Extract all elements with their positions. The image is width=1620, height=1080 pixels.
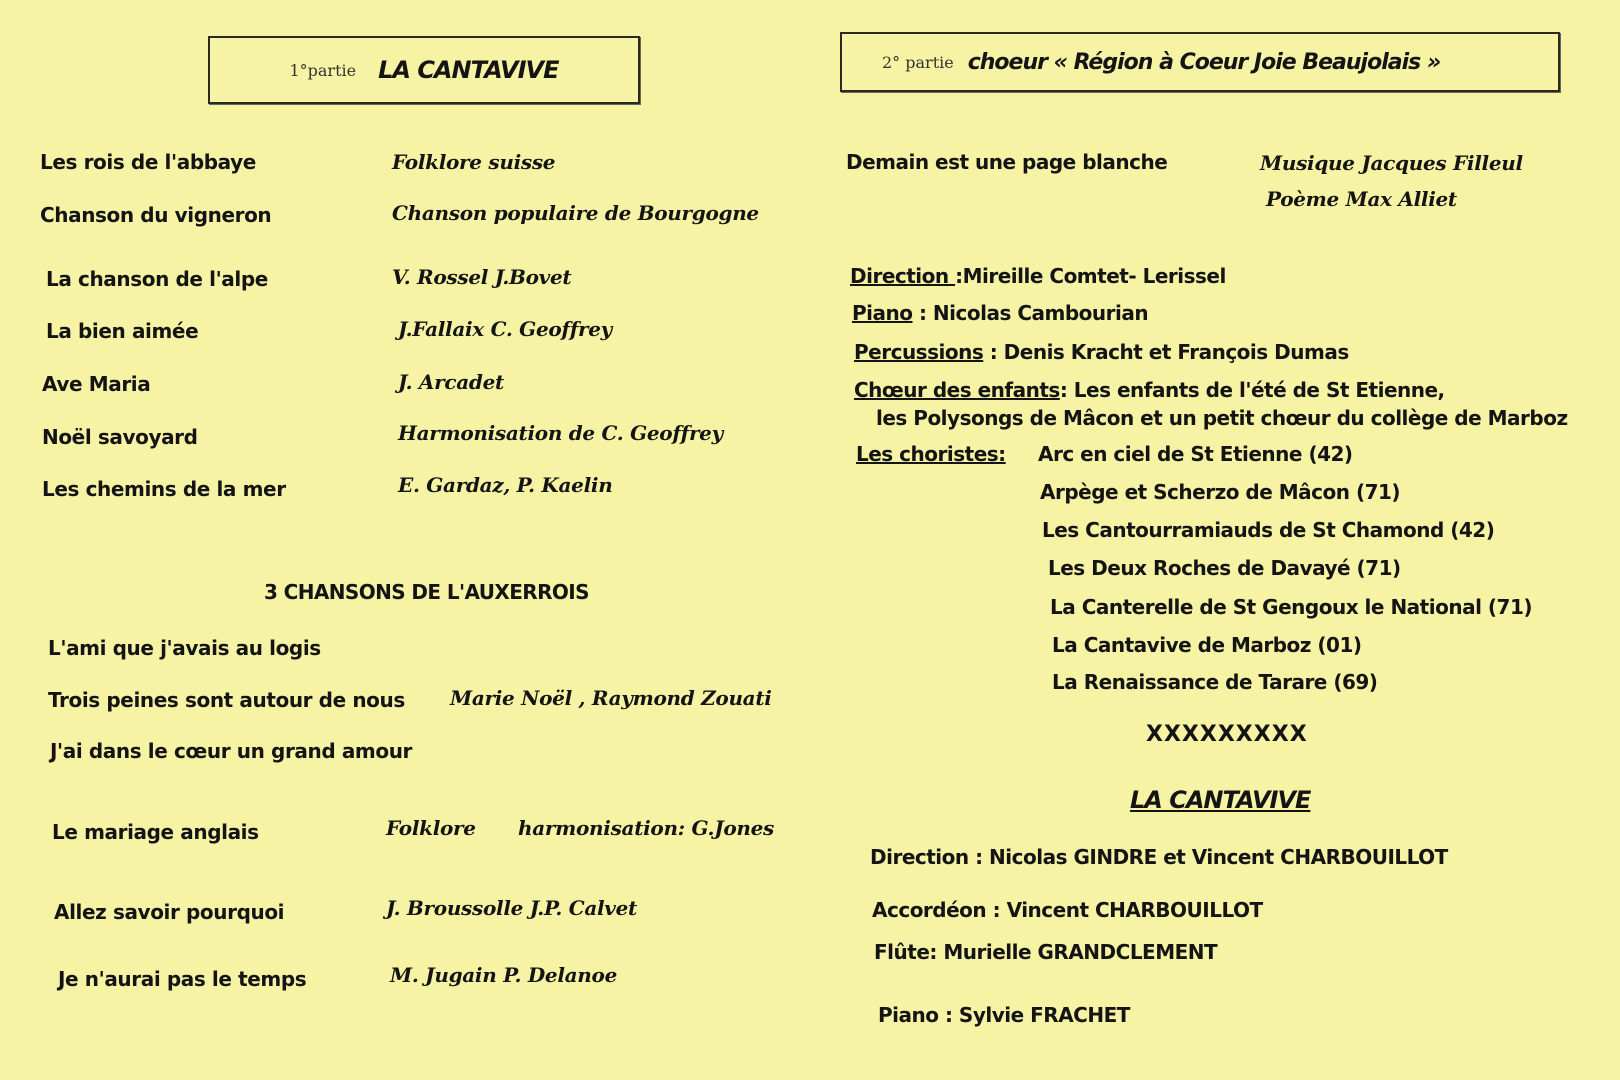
song-title: Je n'aurai pas le temps: [58, 967, 307, 991]
choristes-label: Les choristes:: [856, 442, 1006, 466]
song-title: Allez savoir pourquoi: [54, 900, 285, 924]
children-choir-value: : Les enfants de l'été de St Etienne,: [1059, 378, 1445, 402]
song-title: La bien aimée: [46, 319, 199, 343]
piano-label: Piano: [852, 301, 913, 325]
song-author: Chanson populaire de Bourgogne: [392, 201, 759, 225]
song-author: V. Rossel J.Bovet: [392, 265, 572, 289]
children-choir-value-cont: les Polysongs de Mâcon et un petit chœur du collège de Marboz: [876, 406, 1568, 430]
choir-item: Les Cantourramiauds de St Chamond (42): [1042, 518, 1495, 542]
percussions-label: Percussions: [854, 340, 984, 364]
accordeon-line: Accordéon : Vincent CHARBOUILLOT: [872, 898, 1263, 922]
song-title: Le mariage anglais: [52, 820, 259, 844]
auxerrois-heading: 3 CHANSONS DE L'AUXERROIS: [264, 580, 589, 604]
children-choir-label: Chœur des enfants: [854, 378, 1060, 402]
choir-item: Arc en ciel de St Etienne (42): [1038, 442, 1353, 466]
choir-item: Arpège et Scherzo de Mâcon (71): [1040, 480, 1401, 504]
song-title: Trois peines sont autour de nous: [48, 688, 405, 712]
flute-line: Flûte: Murielle GRANDCLEMENT: [874, 940, 1218, 964]
choir-item: Les Deux Roches de Davayé (71): [1048, 556, 1401, 580]
song-title: L'ami que j'avais au logis: [48, 636, 321, 660]
cantavive-direction: Direction : Nicolas GINDRE et Vincent CHARBOUILLOT: [870, 845, 1448, 869]
direction-value: :Mireille Comtet- Lerissel: [955, 264, 1226, 288]
choir-item: La Renaissance de Tarare (69): [1052, 670, 1378, 694]
children-choir-line: [854, 378, 1445, 402]
song-author: M. Jugain P. Delanoe: [390, 963, 617, 987]
piano-line: [852, 301, 1148, 325]
part1-label: 1°partie: [289, 60, 357, 80]
percussions-line: [854, 340, 1349, 364]
song-poem-credit: Poème Max Alliet: [1266, 187, 1457, 211]
song-title: Chanson du vigneron: [40, 203, 272, 227]
song-author: J. Arcadet: [398, 370, 504, 394]
song-title: Noël savoyard: [42, 425, 198, 449]
choir-item: La Canterelle de St Gengoux le National (71): [1050, 595, 1532, 619]
part2-title-box: [840, 32, 1560, 92]
song-title: Demain est une page blanche: [846, 150, 1168, 174]
choir-item: La Cantavive de Marboz (01): [1052, 633, 1362, 657]
percussions-value: : Denis Kracht et François Dumas: [983, 340, 1349, 364]
part1-title-box: [208, 36, 640, 104]
part1-title: LA CANTAVIVE: [378, 56, 559, 84]
song-author: Folklore suisse: [392, 150, 556, 174]
song-music-credit: Musique Jacques Filleul: [1260, 151, 1523, 175]
song-author: E. Gardaz, P. Kaelin: [398, 473, 613, 497]
direction-label: Direction: [850, 264, 956, 288]
song-author: Marie Noël , Raymond Zouati: [450, 686, 772, 710]
song-title: Les rois de l'abbaye: [40, 150, 256, 174]
song-author: Folklore: [386, 816, 476, 840]
song-author: J.Fallaix C. Geoffrey: [398, 317, 613, 341]
part2-title: choeur « Région à Coeur Joie Beaujolais »: [967, 49, 1441, 75]
direction-line: [850, 264, 1226, 288]
song-title: J'ai dans le cœur un grand amour: [50, 739, 412, 763]
song-arrangement: harmonisation: G.Jones: [518, 816, 775, 840]
song-title: Les chemins de la mer: [42, 477, 286, 501]
song-title: Ave Maria: [42, 372, 151, 396]
song-author: Harmonisation de C. Geoffrey: [398, 421, 723, 445]
part2-label: 2° partie: [882, 52, 954, 72]
piano2-line: Piano : Sylvie FRACHET: [878, 1003, 1130, 1027]
song-author: J. Broussolle J.P. Calvet: [386, 896, 637, 920]
song-title: La chanson de l'alpe: [46, 267, 268, 291]
cantavive-title: LA CANTAVIVE: [1130, 786, 1311, 814]
piano-value: : Nicolas Cambourian: [912, 301, 1149, 325]
separator-mark: XXXXXXXXX: [1146, 722, 1308, 747]
